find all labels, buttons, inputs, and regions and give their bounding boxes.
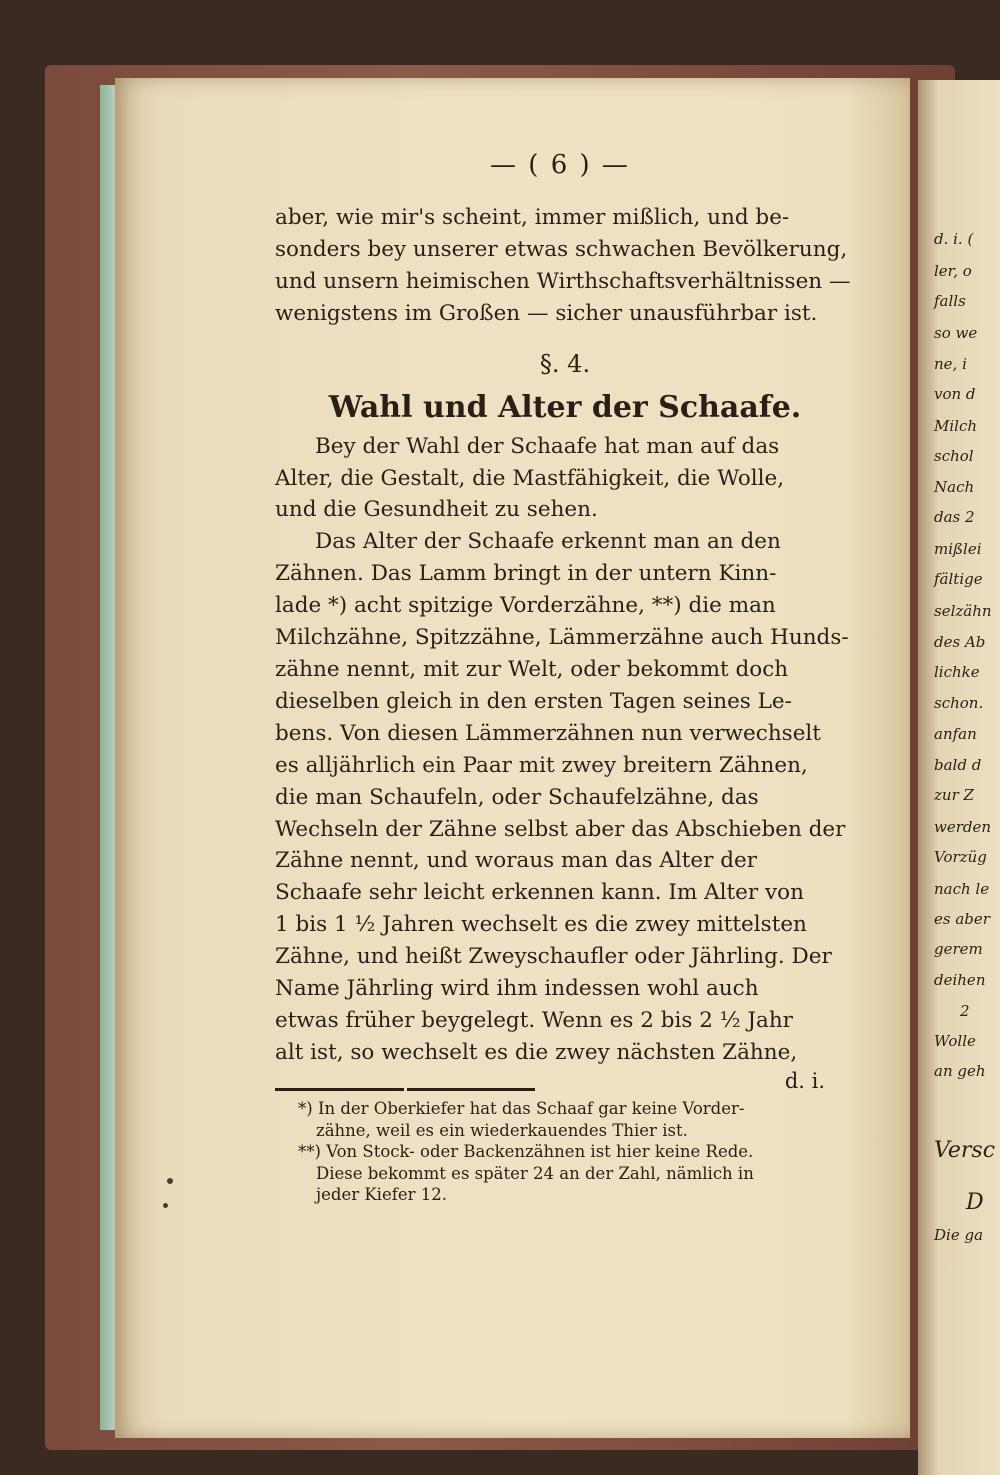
text-line: Name Jährling wird ihm indessen wohl auch — [275, 976, 759, 1002]
text-line: und die Gesundheit zu sehen. — [275, 497, 598, 523]
text-line: Das Alter der Schaafe erkennt man an den — [315, 529, 781, 555]
paragraph-2 — [275, 526, 855, 1068]
fragment-line: ler, o — [934, 262, 972, 280]
footnote-marker: *) — [298, 1099, 313, 1118]
page-edge — [100, 85, 116, 1430]
footnote-1 — [298, 1098, 868, 1141]
fragment-line: zur Z — [934, 786, 974, 804]
text-line: alt ist, so wechselt es die zwey nächsten Zähne, — [275, 1039, 798, 1065]
ink-spot — [163, 1203, 168, 1208]
fragment-line: Versc — [934, 1138, 996, 1163]
rule-segment — [407, 1088, 536, 1091]
footnote-text: Diese bekommt es später 24 an der Zahl, nämlich in — [316, 1163, 754, 1183]
fragment-line: bald d — [934, 756, 982, 774]
page-body — [275, 150, 855, 1093]
footnotes — [298, 1098, 868, 1206]
text-line: Zähnen. Das Lamm bringt in der untern Kinn- — [275, 561, 777, 587]
fragment-line: d. i. ( — [934, 230, 974, 248]
text-line: Schaafe sehr leicht erkennen kann. Im Alter von — [275, 880, 804, 906]
footnote-text: jeder Kiefer 12. — [316, 1185, 447, 1204]
text-line: sonders bey unserer etwas schwachen Bevölkerung, — [275, 236, 848, 262]
page-number: — ( 6 ) — — [490, 150, 630, 180]
fragment-line: selzähn — [934, 602, 992, 620]
adjacent-page-fragment — [918, 80, 1000, 1475]
section-heading: Wahl und Alter der Schaafe. — [328, 389, 802, 425]
text-line: dieselben gleich in den ersten Tagen seines Le- — [275, 688, 792, 714]
text-line: und unsern heimischen Wirthschaftsverhältnissen — — [275, 268, 851, 294]
text-line: bens. Von diesen Lämmerzähnen nun verwechselt — [275, 720, 821, 746]
fragment-line: werden — [934, 818, 992, 836]
fragment-line: von d — [934, 385, 976, 403]
text-line: die man Schaufeln, oder Schaufelzähne, das — [275, 784, 759, 810]
text-line: Milchzähne, Spitzzähne, Lämmerzähne auch Hunds- — [275, 625, 849, 651]
fragment-line: Wolle — [934, 1032, 976, 1050]
fragment-line: so we — [934, 324, 978, 342]
footnote-text: In der Oberkiefer hat das Schaaf gar keine Vorder- — [317, 1099, 745, 1118]
text-line: Alter, die Gestalt, die Mastfähigkeit, die Wolle, — [275, 465, 785, 491]
fragment-line: mißlei — [934, 540, 982, 558]
fragment-line: lichke — [934, 663, 980, 681]
rule-segment — [275, 1088, 404, 1091]
text-line: Wechseln der Zähne selbst aber das Abschieben der — [275, 816, 846, 842]
text-line: 1 bis 1 ½ Jahren wechselt es die zwey mittelsten — [275, 912, 807, 938]
section-number: §. 4. — [539, 349, 591, 378]
fragment-line: deihen — [934, 971, 986, 989]
footnote-text: zähne, weil es ein wiederkauendes Thier ist. — [316, 1120, 688, 1140]
footnote-2 — [298, 1141, 868, 1206]
footnote-marker: **) — [298, 1142, 321, 1161]
fragment-line: das 2 — [934, 508, 975, 526]
opening-paragraph — [275, 202, 855, 330]
text-line: etwas früher beygelegt. Wenn es 2 bis 2 ½ Jahr — [275, 1007, 793, 1033]
fragment-line: Die ga — [934, 1226, 984, 1244]
fragment-line: es aber — [934, 910, 990, 928]
text-line: Zähne, und heißt Zweyschaufler oder Jährling. Der — [275, 944, 832, 970]
catchword: d. i. — [784, 1068, 825, 1093]
fragment-line: Vorzüg — [934, 848, 987, 866]
fragment-line: D — [966, 1190, 984, 1215]
text-line: wenigstens im Großen — sicher unausführbar ist. — [275, 300, 818, 326]
footnote-text: Von Stock- oder Backenzähnen ist hier keine Rede. — [326, 1142, 754, 1161]
text-line: Bey der Wahl der Schaafe hat man auf das — [315, 433, 780, 459]
text-line: Zähne nennt, und woraus man das Alter der — [275, 848, 758, 874]
text-line: zähne nennt, mit zur Welt, oder bekommt doch — [275, 656, 789, 682]
paragraph-1 — [275, 431, 855, 527]
fragment-line: schon. — [934, 694, 984, 712]
fragment-line: falls — [934, 292, 966, 310]
fragment-line: anfan — [934, 725, 977, 743]
fragment-line: an geh — [934, 1062, 986, 1080]
fragment-line: fältige — [934, 570, 983, 588]
fragment-line: nach le — [934, 880, 990, 898]
fragment-line: Milch — [934, 417, 978, 435]
text-line: aber, wie mir's scheint, immer mißlich, und be- — [275, 205, 790, 230]
text-line: lade *) acht spitzige Vorderzähne, **) die man — [275, 593, 776, 619]
fragment-line: 2 — [960, 1002, 970, 1020]
ink-spot — [167, 1178, 173, 1184]
text-line: es alljährlich ein Paar mit zwey breitern Zähnen, — [275, 752, 808, 778]
fragment-line: ne, i — [934, 355, 967, 373]
fragment-line: schol — [934, 447, 974, 465]
fragment-line: Nach — [934, 478, 975, 496]
fragment-line: gerem — [934, 940, 983, 958]
fragment-line: des Ab — [934, 633, 986, 651]
footnote-rule — [275, 1088, 535, 1092]
